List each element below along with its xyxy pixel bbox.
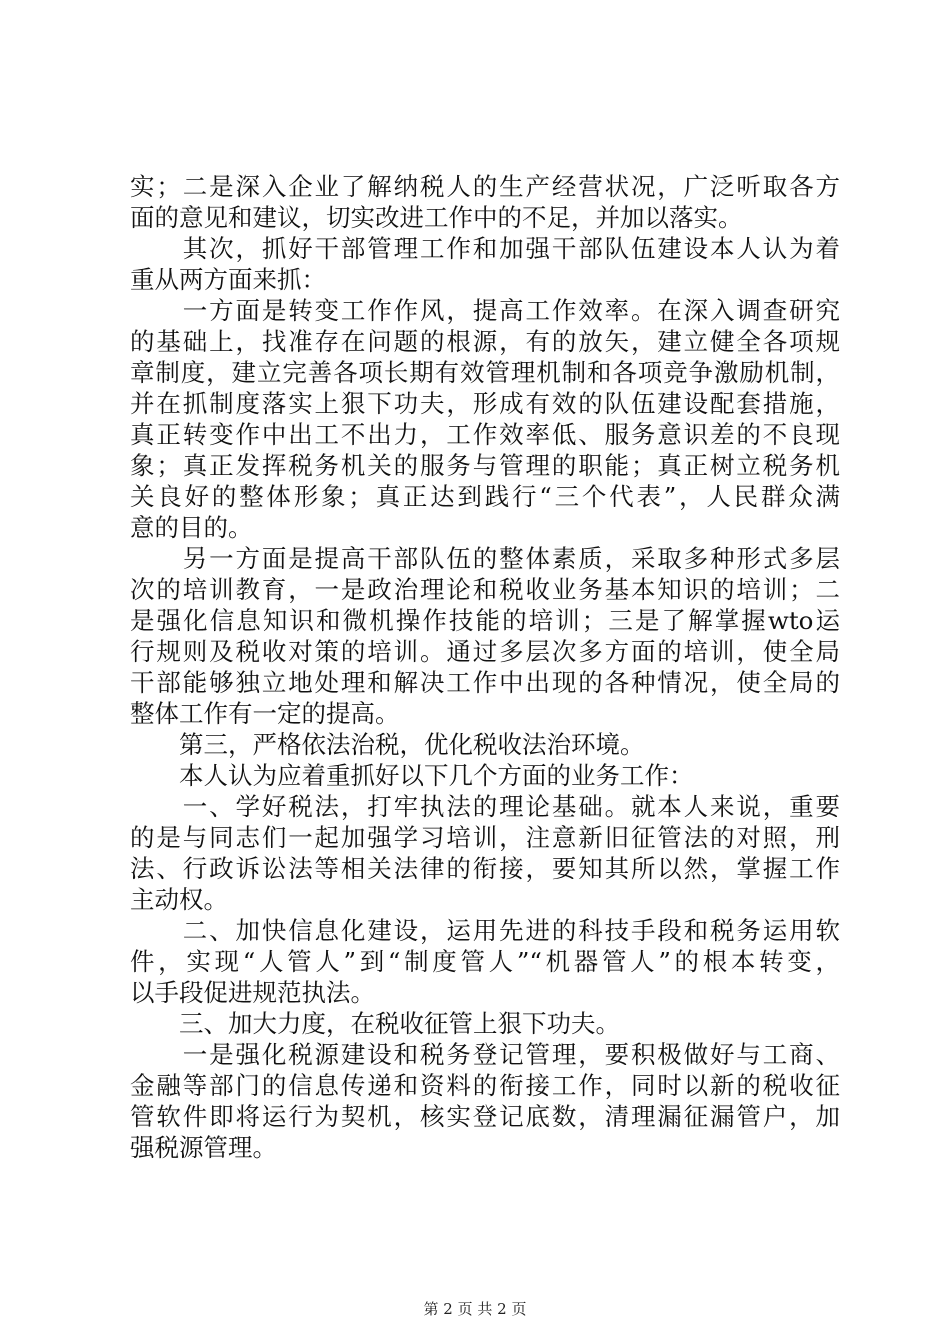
text-line: 章制度，建立完善各项长期有效管理机制和各项竞争激励机制，	[130, 358, 840, 387]
text-line: 整体工作有一定的提高。	[130, 699, 400, 728]
text-line: 并在抓制度落实上狠下功夫，形成有效的队伍建设配套措施，	[130, 389, 840, 418]
text-line: 干部能够独立地处理和解决工作中出现的各种情况，使全局的	[130, 668, 840, 697]
text-line: 件，实现“人管人”到“制度管人”“机器管人”的根本转变，	[130, 947, 840, 976]
text-line: 意的目的。	[130, 513, 253, 542]
text-line: 一、学好税法，打牢执法的理论基础。就本人来说，重要	[130, 792, 840, 821]
text-line: 次的培训教育，一是政治理论和税收业务基本知识的培训；二	[130, 575, 840, 604]
text-line: 行规则及税收对策的培训。通过多层次多方面的培训，使全局	[130, 637, 840, 666]
text-line: 以手段促进规范执法。	[130, 978, 375, 1007]
text-line: 的是与同志们一起加强学习培训，注意新旧征管法的对照，刑	[130, 823, 840, 852]
text-line: 金融等部门的信息传递和资料的衔接工作，同时以新的税收征	[130, 1071, 840, 1100]
text-line: 本人认为应着重抓好以下几个方面的业务工作：	[130, 761, 694, 790]
text-line: 其次，抓好干部管理工作和加强干部队伍建设本人认为着	[130, 234, 840, 263]
text-line: 关良好的整体形象；真正达到践行“三个代表”，人民群众满	[130, 482, 840, 511]
text-line: 一是强化税源建设和税务登记管理，要积极做好与工商、	[130, 1040, 840, 1069]
text-line: 的基础上，找准存在问题的根源，有的放矢，建立健全各项规	[130, 327, 840, 356]
text-line: 真正转变作中出工不出力，工作效率低、服务意识差的不良现	[130, 420, 840, 449]
text-line: 管软件即将运行为契机，核实登记底数，清理漏征漏管户，加	[130, 1102, 840, 1131]
text-line: 实；二是深入企业了解纳税人的生产经营状况，广泛听取各方	[130, 172, 840, 201]
text-line: 主动权。	[130, 885, 228, 914]
text-line: 强税源管理。	[130, 1133, 277, 1162]
text-line: 象；真正发挥税务机关的服务与管理的职能；真正树立税务机	[130, 451, 840, 480]
text-line: 法、行政诉讼法等相关法律的衔接，要知其所以然，掌握工作	[130, 854, 840, 883]
text-line: 另一方面是提高干部队伍的整体素质，采取多种形式多层	[130, 544, 840, 573]
text-line: 面的意见和建议，切实改进工作中的不足，并加以落实。	[130, 203, 743, 232]
text-line: 是强化信息知识和微机操作技能的培训；三是了解掌握wto运	[130, 606, 840, 635]
text-line: 三、加大力度，在税收征管上狠下功夫。	[130, 1009, 620, 1038]
text-line: 第三，严格依法治税，优化税收法治环境。	[130, 730, 645, 759]
text-line: 二、加快信息化建设，运用先进的科技手段和税务运用软	[130, 916, 840, 945]
text-line: 一方面是转变工作作风，提高工作效率。在深入调查研究	[130, 296, 840, 325]
text-line: 重从两方面来抓：	[130, 265, 326, 294]
document-body	[130, 171, 840, 1163]
page-number-footer: 第 2 页 共 2 页	[423, 1300, 527, 1318]
